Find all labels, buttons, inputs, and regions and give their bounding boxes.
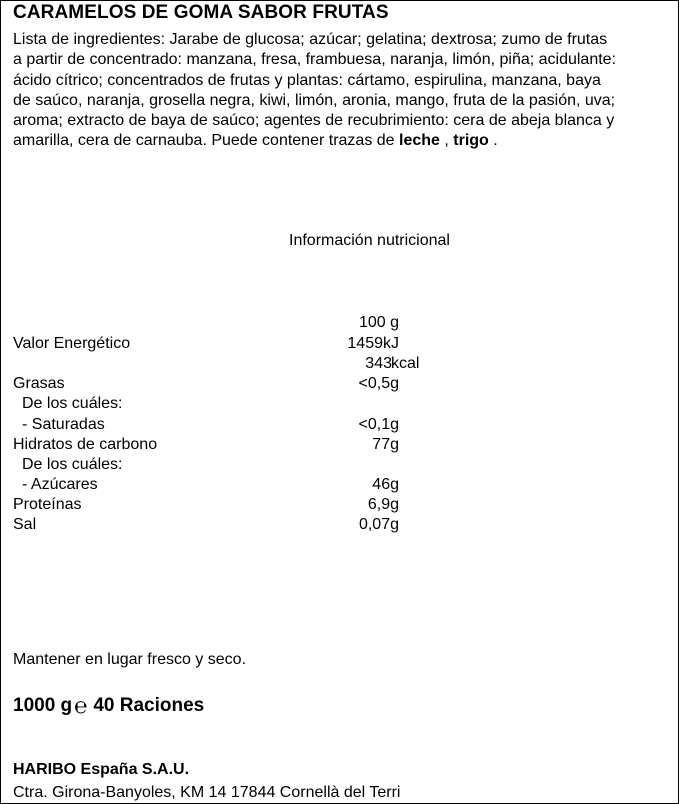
storage-instructions: Mantener en lugar fresco y seco.	[13, 651, 247, 668]
net-weight-line	[13, 695, 204, 717]
salt-value: 0,07g	[358, 516, 399, 533]
company-address: Ctra. Girona-Banyoles, KM 14 17844 Cornellà del Terri	[13, 784, 401, 801]
ingredients-list: Lista de ingredientes: Jarabe de glucosa; azúcar; gelatina; dextrosa; zumo de frutas a partir de concentrado: manzana, fresa, frambuesa, naranja, limón, piña; acidulante: ácido cítrico; concentrados de frutas y plantas: cártamo, espirulina, manzana, baya de saúco, naranja, grosella negra, kiwi, limón, aronia, mango, fruta de la pasión, uva; aroma; extracto de baya de saúco; agentes de recubrimiento: cera de abeja blanca y amarilla, cera de carnauba. Puede contener trazas de	[13, 31, 617, 150]
estimated-sign-icon: ℮	[74, 693, 88, 718]
carbs-sub-heading: De los cuáles:	[22, 456, 123, 473]
allergen-separator: ,	[439, 132, 454, 150]
energy-kcal-unit: kcal	[391, 355, 420, 372]
net-weight: 1000 g	[13, 695, 73, 716]
company-name: HARIBO España S.A.U.	[13, 761, 190, 778]
energy-kj-value: 1459kJ	[347, 335, 399, 352]
saturated-label: - Saturadas	[22, 416, 105, 433]
allergen-milk: leche	[399, 132, 440, 150]
ingredients-text	[13, 30, 618, 152]
fat-label: Grasas	[13, 375, 65, 392]
protein-label: Proteínas	[13, 496, 82, 513]
allergen-wheat: trigo	[453, 132, 489, 150]
saturated-value: <0,1g	[358, 416, 399, 433]
servings: 40 Raciones	[93, 695, 205, 716]
per-100g-header: 100 g	[359, 314, 400, 331]
sugars-value: 46g	[372, 476, 399, 493]
protein-value: 6,9g	[367, 496, 399, 513]
sugars-label: - Azúcares	[22, 476, 98, 493]
fat-value: <0,5g	[358, 375, 399, 392]
nutrition-title: Información nutricional	[289, 232, 450, 249]
energy-label: Valor Energético	[13, 335, 131, 352]
carbs-label: Hidratos de carbono	[13, 436, 158, 453]
carbs-value: 77g	[372, 436, 399, 453]
salt-label: Sal	[13, 516, 37, 533]
product-title: CARAMELOS DE GOMA SABOR FRUTAS	[13, 2, 389, 23]
fat-sub-heading: De los cuáles:	[22, 395, 123, 412]
energy-kcal-value: 343	[365, 355, 392, 372]
ingredients-end: .	[488, 132, 498, 150]
